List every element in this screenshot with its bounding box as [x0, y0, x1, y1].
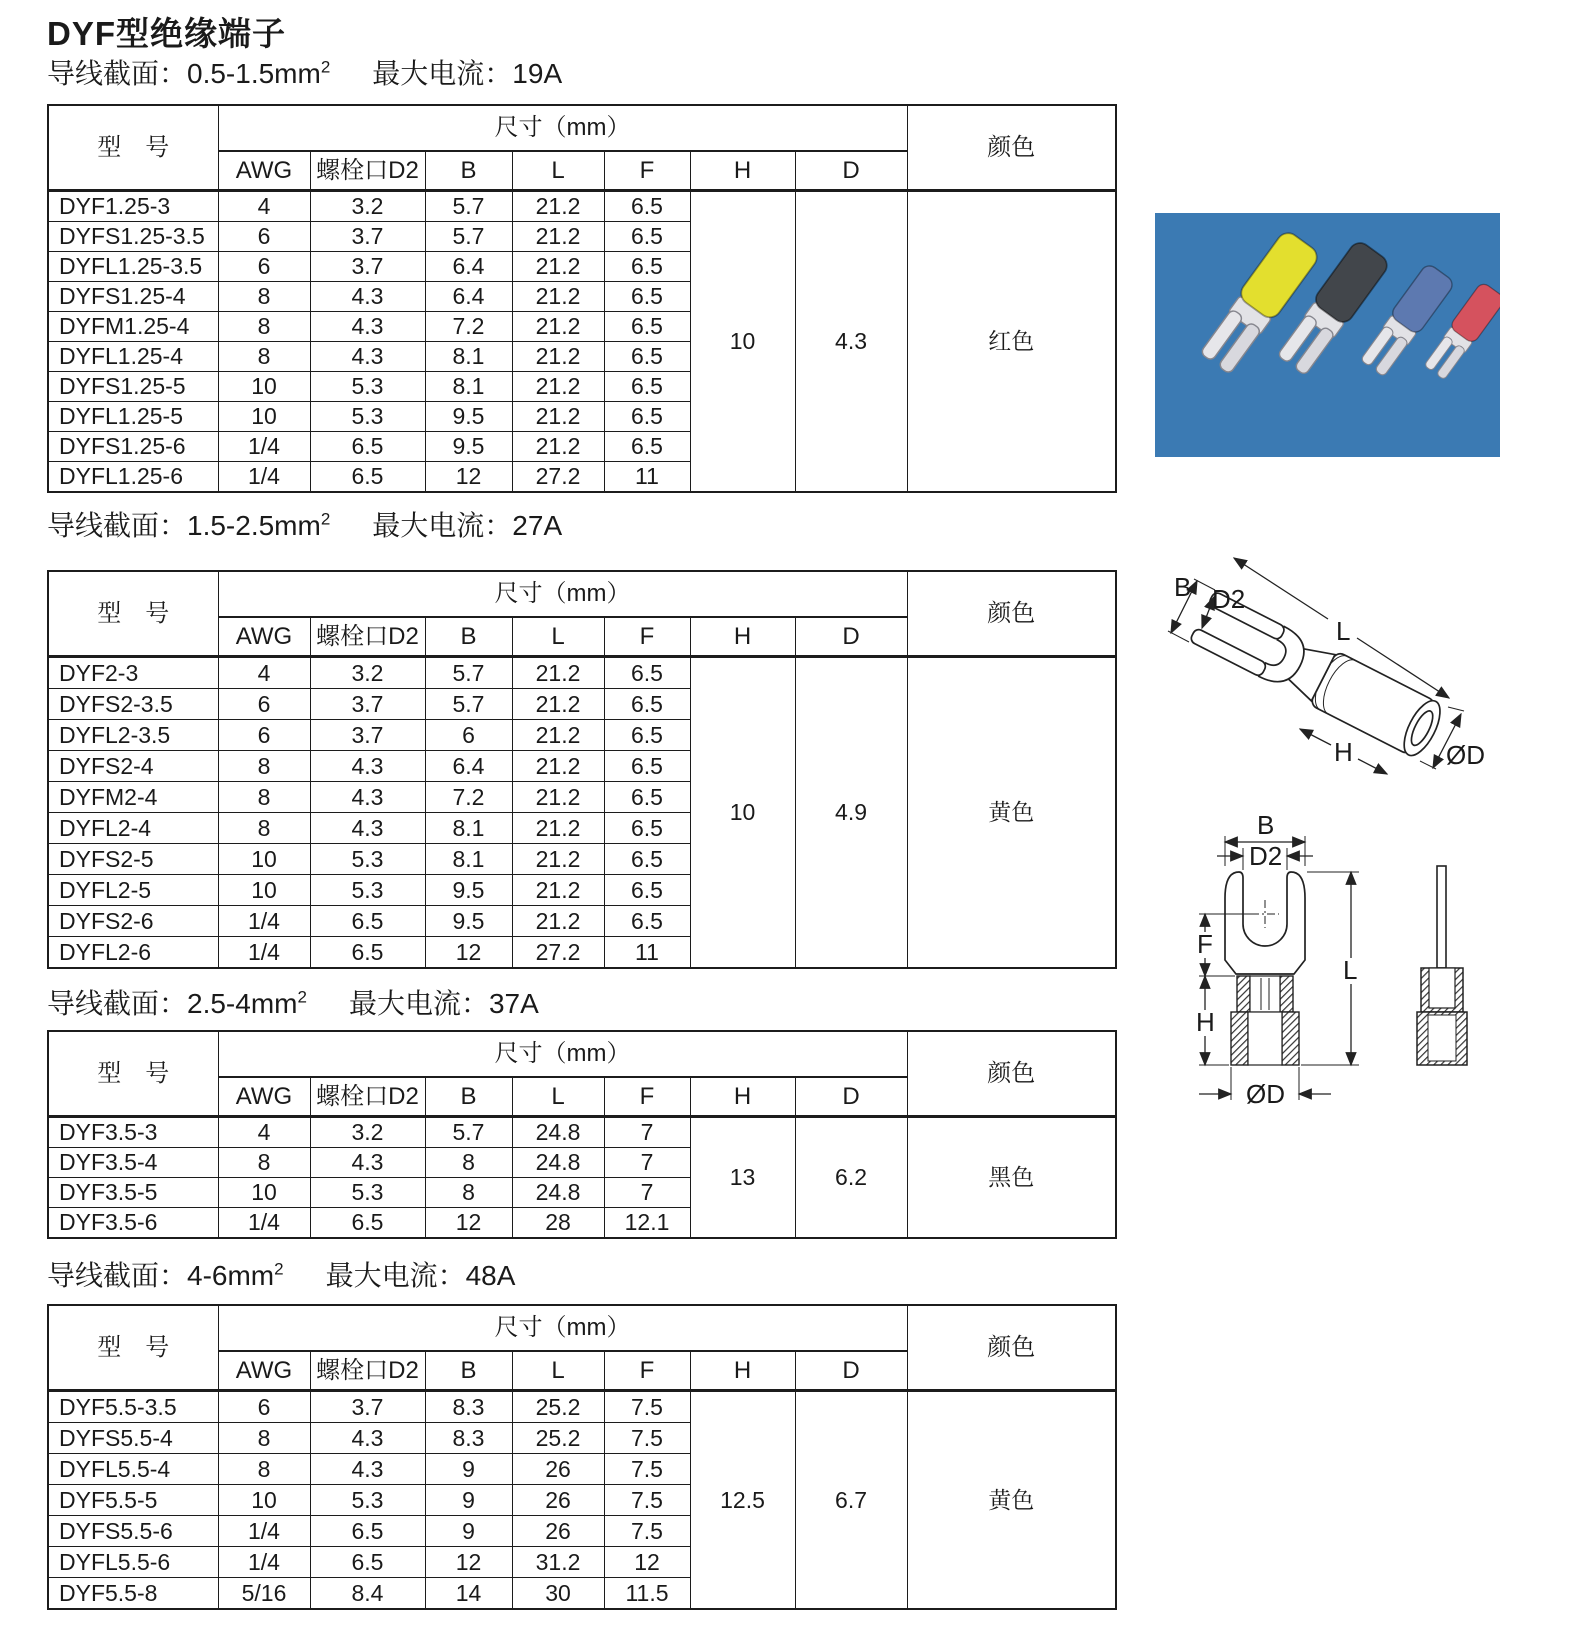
value-cell: 25.2 [512, 1391, 604, 1423]
value-cell: 6.5 [310, 937, 425, 969]
value-cell: 6.5 [604, 657, 690, 689]
value-cell: 12 [425, 937, 512, 969]
value-cell: 6.5 [604, 342, 690, 372]
iso-label-d2: D2 [1212, 584, 1246, 614]
header-bolt-d2: 螺栓口D2 [310, 617, 425, 657]
value-cell: 12 [425, 1208, 512, 1239]
spec-table-body [48, 191, 1116, 493]
value-cell: 21.2 [512, 657, 604, 689]
value-cell: 6.5 [604, 751, 690, 782]
model-cell: DYFS2-3.5 [48, 689, 218, 720]
value-cell: 7.5 [604, 1423, 690, 1454]
value-cell: 1/4 [218, 937, 310, 969]
section-subtitle [47, 506, 1115, 548]
value-cell: 9.5 [425, 432, 512, 462]
value-cell: 25.2 [512, 1423, 604, 1454]
value-cell: 21.2 [512, 222, 604, 252]
value-cell: 6.5 [604, 282, 690, 312]
iso-label-h: H [1334, 737, 1353, 767]
value-cell: 10 [218, 844, 310, 875]
views-label-f: F [1197, 929, 1213, 959]
header-f: F [604, 1077, 690, 1117]
value-cell: 6.5 [310, 432, 425, 462]
value-cell: 5.3 [310, 1485, 425, 1516]
value-cell: 8 [425, 1178, 512, 1208]
value-cell: 6.5 [604, 906, 690, 937]
views-label-b: B [1257, 810, 1275, 840]
value-cell: 26 [512, 1454, 604, 1485]
value-cell: 6.4 [425, 751, 512, 782]
value-cell: 6.5 [604, 191, 690, 222]
value-cell: 5.3 [310, 372, 425, 402]
value-cell: 1/4 [218, 906, 310, 937]
value-cell: 8 [425, 1148, 512, 1178]
value-cell: 8.1 [425, 342, 512, 372]
value-cell: 8.3 [425, 1391, 512, 1423]
value-cell: 7.2 [425, 782, 512, 813]
header-awg: AWG [218, 151, 310, 191]
model-cell: DYFS2-4 [48, 751, 218, 782]
dimension-drawing-image [1115, 810, 1535, 1150]
header-color: 颜色 [907, 1305, 1116, 1391]
value-cell: 21.2 [512, 402, 604, 432]
value-cell: 21.2 [512, 813, 604, 844]
header-size-mm: 尺寸（mm） [218, 571, 907, 617]
header-model: 型 号 [48, 1031, 218, 1117]
value-cell: 9.5 [425, 402, 512, 432]
model-cell: DYF3.5-3 [48, 1117, 218, 1148]
model-cell: DYFS1.25-6 [48, 432, 218, 462]
value-cell: 8 [218, 282, 310, 312]
squared-superscript: 2 [297, 987, 307, 1007]
header-d: D [795, 151, 907, 191]
header-f: F [604, 617, 690, 657]
value-cell: 6.4 [425, 282, 512, 312]
value-cell: 6 [218, 1391, 310, 1423]
value-cell: 12 [425, 1547, 512, 1578]
value-cell: 5.7 [425, 657, 512, 689]
value-cell: 27.2 [512, 937, 604, 969]
wire-section-text: 导线截面：1.5-2.5mm [47, 510, 321, 541]
value-cell: 8 [218, 342, 310, 372]
value-cell: 7 [604, 1117, 690, 1148]
value-cell: 9.5 [425, 906, 512, 937]
value-cell: 31.2 [512, 1547, 604, 1578]
value-cell: 21.2 [512, 432, 604, 462]
model-cell: DYFL1.25-5 [48, 402, 218, 432]
value-cell: 1/4 [218, 462, 310, 493]
model-cell: DYFM2-4 [48, 782, 218, 813]
value-cell: 5/16 [218, 1578, 310, 1610]
wire-section-text: 导线截面：2.5-4mm [47, 988, 298, 1019]
model-cell: DYFS1.25-4 [48, 282, 218, 312]
header-l: L [512, 1077, 604, 1117]
header-h: H [690, 151, 795, 191]
value-cell: 4.3 [310, 751, 425, 782]
header-color: 颜色 [907, 1031, 1116, 1117]
spec-table-body [48, 1117, 1116, 1239]
value-cell: 11.5 [604, 1578, 690, 1610]
value-cell: 3.7 [310, 689, 425, 720]
views-label-od: ØD [1246, 1079, 1285, 1109]
model-cell: DYF5.5-3.5 [48, 1391, 218, 1423]
value-cell: 6.5 [604, 813, 690, 844]
value-cell: 7.2 [425, 312, 512, 342]
d-value-cell: 4.3 [795, 191, 907, 493]
value-cell: 6.5 [310, 462, 425, 493]
model-cell: DYFL1.25-3.5 [48, 252, 218, 282]
value-cell: 21.2 [512, 906, 604, 937]
model-cell: DYF5.5-5 [48, 1485, 218, 1516]
value-cell: 6.5 [604, 222, 690, 252]
value-cell: 24.8 [512, 1117, 604, 1148]
value-cell: 6.5 [604, 875, 690, 906]
value-cell: 7.5 [604, 1454, 690, 1485]
value-cell: 6.5 [310, 1547, 425, 1578]
header-b: B [425, 151, 512, 191]
spec-table [47, 104, 1117, 493]
value-cell: 21.2 [512, 782, 604, 813]
value-cell: 6.5 [604, 252, 690, 282]
value-cell: 21.2 [512, 689, 604, 720]
model-cell: DYFL2-5 [48, 875, 218, 906]
value-cell: 4.3 [310, 813, 425, 844]
value-cell: 14 [425, 1578, 512, 1610]
value-cell: 6.4 [425, 252, 512, 282]
table-header-row-1 [48, 105, 1116, 151]
value-cell: 4.3 [310, 282, 425, 312]
value-cell: 4.3 [310, 312, 425, 342]
model-cell: DYFL5.5-6 [48, 1547, 218, 1578]
spec-row [48, 1391, 1116, 1423]
value-cell: 5.3 [310, 402, 425, 432]
value-cell: 3.7 [310, 1391, 425, 1423]
squared-superscript: 2 [274, 1259, 284, 1279]
value-cell: 28 [512, 1208, 604, 1239]
value-cell: 8.3 [425, 1423, 512, 1454]
wire-section-text: 导线截面：0.5-1.5mm [47, 58, 321, 89]
section-subtitle [47, 54, 1115, 96]
dimension-drawing [1115, 810, 1535, 1150]
spec-table [47, 1304, 1117, 1610]
value-cell: 6.5 [604, 402, 690, 432]
value-cell: 6 [218, 252, 310, 282]
value-cell: 7.5 [604, 1516, 690, 1547]
value-cell: 8.1 [425, 372, 512, 402]
value-cell: 6.5 [604, 689, 690, 720]
isometric-drawing-image [1150, 548, 1510, 788]
model-cell: DYF3.5-5 [48, 1178, 218, 1208]
product-photo-image [1155, 213, 1500, 457]
value-cell: 10 [218, 402, 310, 432]
header-bolt-d2: 螺栓口D2 [310, 1077, 425, 1117]
header-b: B [425, 617, 512, 657]
spec-table-body [48, 657, 1116, 969]
value-cell: 4.3 [310, 1148, 425, 1178]
model-cell: DYFS2-6 [48, 906, 218, 937]
value-cell: 21.2 [512, 844, 604, 875]
header-awg: AWG [218, 1351, 310, 1391]
header-h: H [690, 617, 795, 657]
value-cell: 8 [218, 751, 310, 782]
value-cell: 21.2 [512, 191, 604, 222]
h-value-cell: 10 [690, 191, 795, 493]
value-cell: 5.7 [425, 1117, 512, 1148]
header-model: 型 号 [48, 1305, 218, 1391]
value-cell: 26 [512, 1516, 604, 1547]
value-cell: 11 [604, 937, 690, 969]
value-cell: 5.3 [310, 875, 425, 906]
value-cell: 3.7 [310, 222, 425, 252]
max-current-text: 最大电流：48A [325, 1260, 516, 1291]
value-cell: 9 [425, 1516, 512, 1547]
header-model: 型 号 [48, 571, 218, 657]
value-cell: 30 [512, 1578, 604, 1610]
model-cell: DYF3.5-6 [48, 1208, 218, 1239]
value-cell: 6.5 [310, 1208, 425, 1239]
spec-row [48, 1117, 1116, 1148]
views-label-l: L [1343, 955, 1358, 985]
model-cell: DYF3.5-4 [48, 1148, 218, 1178]
value-cell: 8 [218, 782, 310, 813]
value-cell: 4.3 [310, 1454, 425, 1485]
value-cell: 6.5 [604, 844, 690, 875]
header-bolt-d2: 螺栓口D2 [310, 1351, 425, 1391]
value-cell: 6.5 [604, 782, 690, 813]
value-cell: 1/4 [218, 1208, 310, 1239]
header-d: D [795, 617, 907, 657]
color-value-cell: 黑色 [907, 1117, 1116, 1239]
value-cell: 7.5 [604, 1391, 690, 1423]
value-cell: 11 [604, 462, 690, 493]
model-cell: DYFS1.25-5 [48, 372, 218, 402]
model-cell: DYFL1.25-6 [48, 462, 218, 493]
value-cell: 7.5 [604, 1485, 690, 1516]
value-cell: 3.2 [310, 1117, 425, 1148]
wire-section-text: 导线截面：4-6mm [47, 1260, 275, 1291]
value-cell: 6.5 [604, 312, 690, 342]
value-cell: 8 [218, 1148, 310, 1178]
views-label-h: H [1196, 1007, 1215, 1037]
terminal-outline [1188, 589, 1447, 760]
value-cell: 5.3 [310, 844, 425, 875]
value-cell: 3.2 [310, 657, 425, 689]
value-cell: 21.2 [512, 372, 604, 402]
value-cell: 10 [218, 875, 310, 906]
value-cell: 5.7 [425, 222, 512, 252]
value-cell: 6.5 [604, 720, 690, 751]
model-cell: DYFL1.25-4 [48, 342, 218, 372]
h-value-cell: 12.5 [690, 1391, 795, 1610]
color-value-cell: 黄色 [907, 657, 1116, 969]
value-cell: 8 [218, 813, 310, 844]
value-cell: 21.2 [512, 751, 604, 782]
value-cell: 1/4 [218, 1516, 310, 1547]
value-cell: 3.2 [310, 191, 425, 222]
value-cell: 5.7 [425, 191, 512, 222]
d-value-cell: 6.2 [795, 1117, 907, 1239]
header-d: D [795, 1351, 907, 1391]
value-cell: 6.5 [310, 1516, 425, 1547]
value-cell: 27.2 [512, 462, 604, 493]
value-cell: 10 [218, 1485, 310, 1516]
value-cell: 26 [512, 1485, 604, 1516]
header-color: 颜色 [907, 105, 1116, 191]
page-title: DYF型绝缘端子 [47, 15, 286, 52]
header-b: B [425, 1077, 512, 1117]
value-cell: 9.5 [425, 875, 512, 906]
value-cell: 9 [425, 1454, 512, 1485]
value-cell: 24.8 [512, 1178, 604, 1208]
header-size-mm: 尺寸（mm） [218, 1031, 907, 1077]
value-cell: 8 [218, 1423, 310, 1454]
model-cell: DYF5.5-8 [48, 1578, 218, 1610]
table-header-row-1 [48, 1031, 1116, 1077]
value-cell: 4.3 [310, 782, 425, 813]
value-cell: 6 [218, 222, 310, 252]
spec-section [47, 506, 1115, 969]
value-cell: 24.8 [512, 1148, 604, 1178]
value-cell: 4.3 [310, 1423, 425, 1454]
header-f: F [604, 151, 690, 191]
iso-label-od: ØD [1446, 740, 1485, 770]
value-cell: 12 [425, 462, 512, 493]
value-cell: 12 [604, 1547, 690, 1578]
header-size-mm: 尺寸（mm） [218, 105, 907, 151]
value-cell: 6.5 [310, 906, 425, 937]
value-cell: 4 [218, 657, 310, 689]
max-current-text: 最大电流：27A [372, 510, 563, 541]
spec-section [47, 54, 1115, 493]
table-header-row-1 [48, 571, 1116, 617]
d-value-cell: 6.7 [795, 1391, 907, 1610]
color-value-cell: 黄色 [907, 1391, 1116, 1610]
max-current-text: 最大电流：19A [372, 58, 563, 89]
iso-label-b: B [1174, 572, 1192, 602]
model-cell: DYF2-3 [48, 657, 218, 689]
value-cell: 21.2 [512, 282, 604, 312]
section-subtitle [47, 984, 1115, 1026]
value-cell: 4 [218, 191, 310, 222]
h-value-cell: 13 [690, 1117, 795, 1239]
model-cell: DYFM1.25-4 [48, 312, 218, 342]
value-cell: 8.4 [310, 1578, 425, 1610]
header-b: B [425, 1351, 512, 1391]
value-cell: 6 [218, 689, 310, 720]
value-cell: 21.2 [512, 720, 604, 751]
value-cell: 4.3 [310, 342, 425, 372]
value-cell: 6.5 [604, 432, 690, 462]
value-cell: 1/4 [218, 432, 310, 462]
iso-label-l: L [1336, 616, 1351, 646]
model-cell: DYFS1.25-3.5 [48, 222, 218, 252]
spec-table [47, 1030, 1117, 1239]
front-view [1225, 872, 1305, 1065]
header-f: F [604, 1351, 690, 1391]
header-bolt-d2: 螺栓口D2 [310, 151, 425, 191]
h-value-cell: 10 [690, 657, 795, 969]
header-d: D [795, 1077, 907, 1117]
table-header-row-1 [48, 1305, 1116, 1351]
header-awg: AWG [218, 1077, 310, 1117]
value-cell: 8.1 [425, 844, 512, 875]
value-cell: 5.3 [310, 1178, 425, 1208]
spec-section [47, 1256, 1115, 1610]
color-value-cell: 红色 [907, 191, 1116, 493]
model-cell: DYFL2-3.5 [48, 720, 218, 751]
value-cell: 21.2 [512, 252, 604, 282]
spec-section [47, 984, 1115, 1239]
product-photo [1155, 213, 1500, 457]
spec-row [48, 657, 1116, 689]
value-cell: 6.5 [604, 372, 690, 402]
section-subtitle [47, 1256, 1115, 1298]
value-cell: 8 [218, 312, 310, 342]
value-cell: 3.7 [310, 252, 425, 282]
header-h: H [690, 1077, 795, 1117]
value-cell: 10 [218, 1178, 310, 1208]
value-cell: 21.2 [512, 875, 604, 906]
header-h: H [690, 1351, 795, 1391]
value-cell: 3.7 [310, 720, 425, 751]
d-value-cell: 4.9 [795, 657, 907, 969]
value-cell: 5.7 [425, 689, 512, 720]
side-view [1417, 866, 1467, 1065]
value-cell: 10 [218, 372, 310, 402]
model-cell: DYFS5.5-6 [48, 1516, 218, 1547]
value-cell: 6 [425, 720, 512, 751]
views-label-d2: D2 [1249, 841, 1283, 871]
spec-table [47, 570, 1117, 969]
isometric-drawing [1150, 548, 1510, 788]
value-cell: 12.1 [604, 1208, 690, 1239]
max-current-text: 最大电流：37A [348, 988, 539, 1019]
header-l: L [512, 617, 604, 657]
value-cell: 4 [218, 1117, 310, 1148]
header-l: L [512, 151, 604, 191]
value-cell: 8 [218, 1454, 310, 1485]
value-cell: 7 [604, 1148, 690, 1178]
header-model: 型 号 [48, 105, 218, 191]
model-cell: DYFL2-4 [48, 813, 218, 844]
model-cell: DYFS5.5-4 [48, 1423, 218, 1454]
header-l: L [512, 1351, 604, 1391]
value-cell: 21.2 [512, 342, 604, 372]
value-cell: 8.1 [425, 813, 512, 844]
spec-table-body [48, 1391, 1116, 1610]
value-cell: 21.2 [512, 312, 604, 342]
model-cell: DYFL2-6 [48, 937, 218, 969]
squared-superscript: 2 [320, 509, 331, 529]
value-cell: 1/4 [218, 1547, 310, 1578]
model-cell: DYFS2-5 [48, 844, 218, 875]
header-color: 颜色 [907, 571, 1116, 657]
model-cell: DYF1.25-3 [48, 191, 218, 222]
value-cell: 6 [218, 720, 310, 751]
squared-superscript: 2 [320, 57, 331, 77]
value-cell: 9 [425, 1485, 512, 1516]
spec-row [48, 191, 1116, 222]
value-cell: 7 [604, 1178, 690, 1208]
header-size-mm: 尺寸（mm） [218, 1305, 907, 1351]
model-cell: DYFL5.5-4 [48, 1454, 218, 1485]
header-awg: AWG [218, 617, 310, 657]
